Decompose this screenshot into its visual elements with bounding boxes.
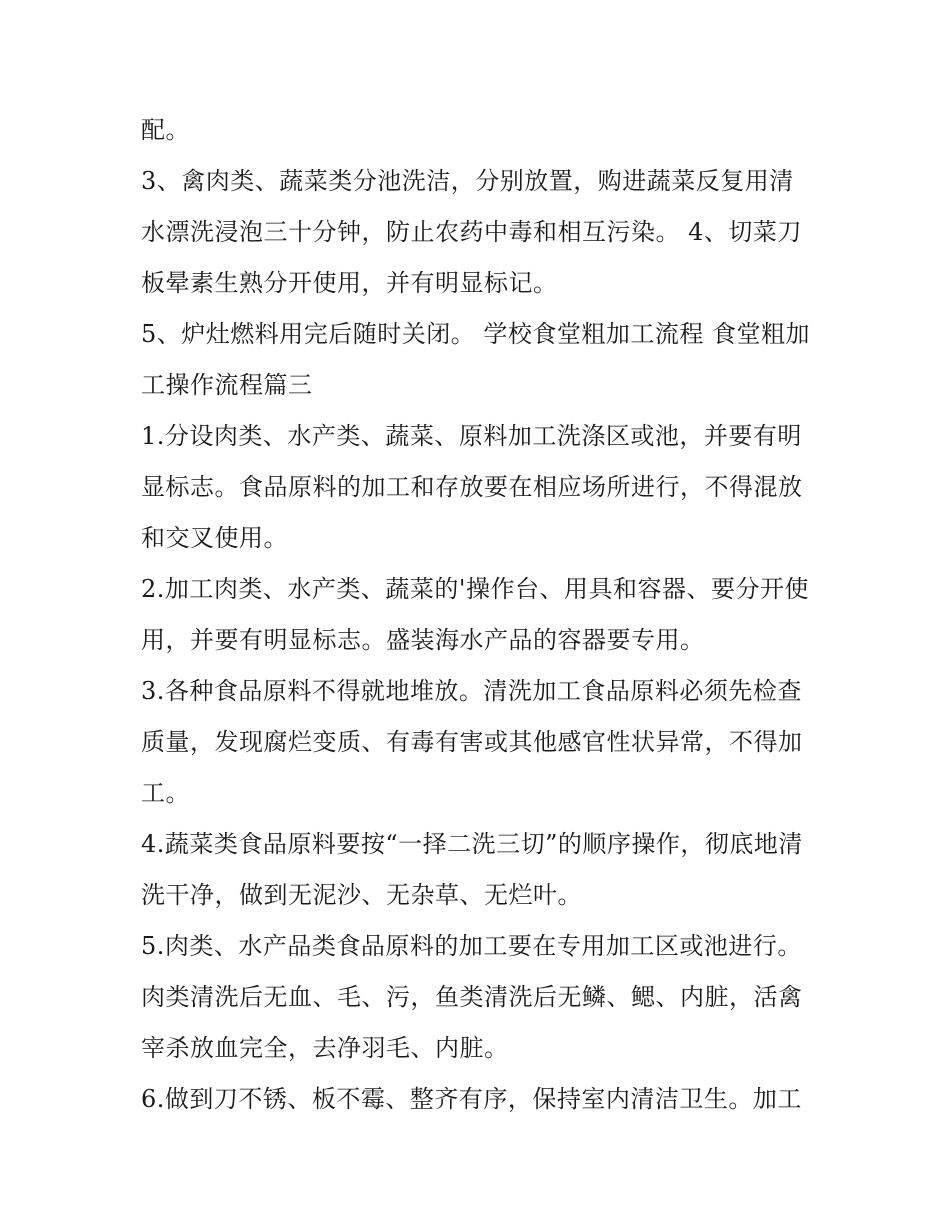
text-line: 肉类清洗后无血、毛、污，鱼类清洗后无鳞、鳃、内脏，活禽 bbox=[141, 983, 803, 1011]
text-line: 1.分设肉类、水产类、蔬菜、原料加工洗涤区或池，并要有明 bbox=[141, 422, 802, 450]
text-line: 板晕素生熟分开使用，并有明显标记。 bbox=[141, 269, 558, 297]
text-line: 配。 bbox=[141, 116, 190, 144]
text-line: 和交叉使用。 bbox=[141, 524, 288, 552]
text-line: 2.加工肉类、水产类、蔬菜的'操作台、用具和容器、要分开使 bbox=[141, 575, 809, 603]
text-line: 显标志。食品原料的加工和存放要在相应场所进行，不得混放 bbox=[141, 473, 803, 501]
text-line: 3.各种食品原料不得就地堆放。清洗加工食品原料必须先检查 bbox=[141, 677, 802, 705]
text-line: 5、炉灶燃料用完后随时关闭。 学校食堂粗加工流程 食堂粗加 bbox=[141, 320, 811, 348]
text-line: 水漂洗浸泡三十分钟，防止农药中毒和相互污染。 4、切菜刀 bbox=[141, 218, 802, 246]
text-line: 工操作流程篇三 bbox=[141, 371, 313, 399]
text-line: 5.肉类、水产品类食品原料的加工要在专用加工区或池进行。 bbox=[141, 932, 802, 960]
text-line: 4.蔬菜类食品原料要按“一择二洗三切”的顺序操作，彻底地清 bbox=[141, 830, 803, 858]
text-line: 质量，发现腐烂变质、有毒有害或其他感官性状异常，不得加 bbox=[141, 728, 803, 756]
text-line: 宰杀放血完全，去净羽毛、内脏。 bbox=[141, 1034, 509, 1062]
body-text bbox=[141, 105, 821, 1125]
text-line: 洗干净，做到无泥沙、无杂草、无烂叶。 bbox=[141, 881, 582, 909]
text-line: 工。 bbox=[141, 779, 190, 807]
text-line: 3、禽肉类、蔬菜类分池洗洁，分别放置，购进蔬菜反复用清 bbox=[141, 167, 794, 195]
text-line: 用，并要有明显标志。盛装海水产品的容器要专用。 bbox=[141, 626, 705, 654]
text-line: 6.做到刀不锈、板不霉、整齐有序，保持室内清洁卫生。加工 bbox=[141, 1085, 802, 1113]
